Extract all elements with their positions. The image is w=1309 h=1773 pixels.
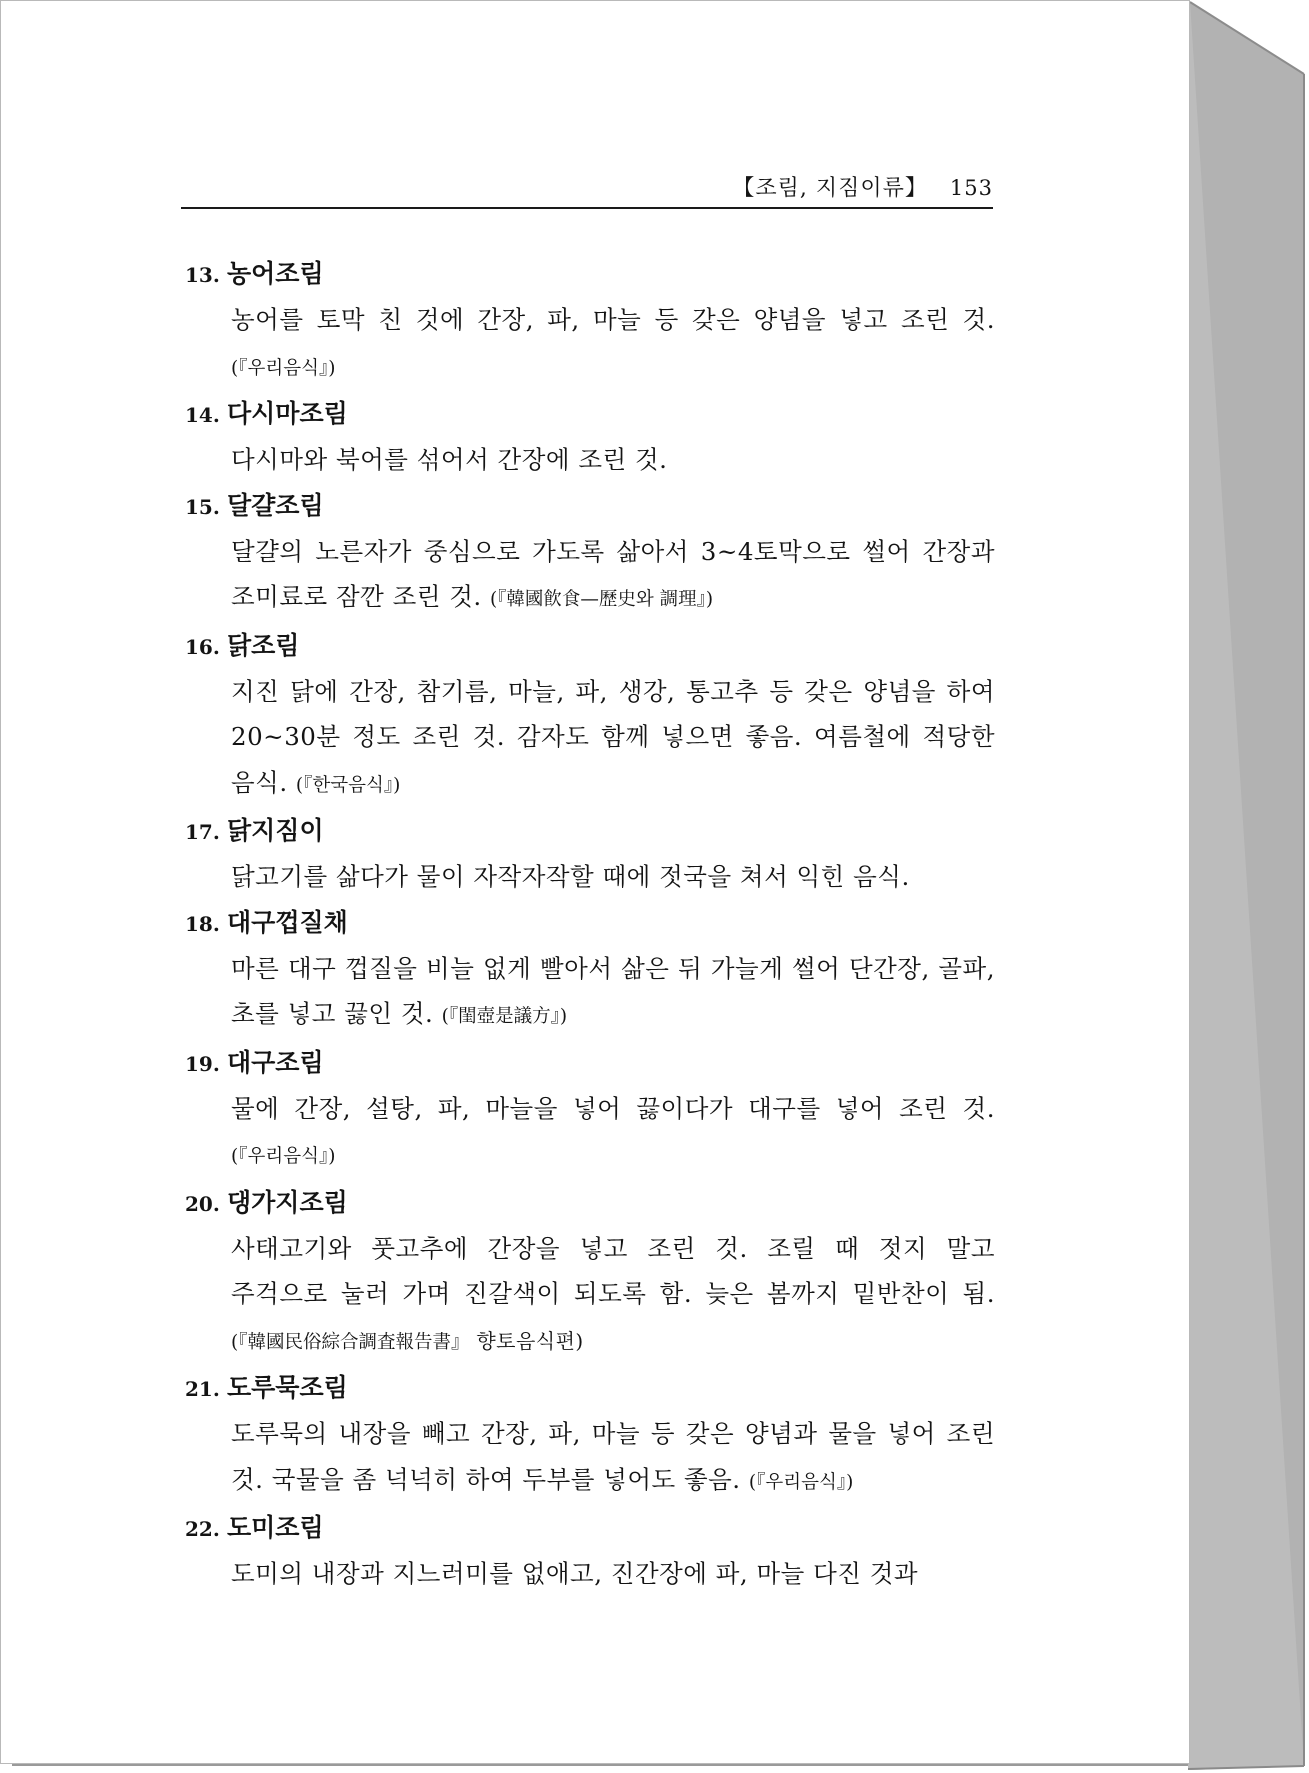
entry-source-note: 향토음식편) xyxy=(469,1328,584,1353)
recipe-entry xyxy=(185,1505,995,1597)
entry-source: (『우리음식』) xyxy=(231,1146,336,1167)
entry-text: 달걀의 노른자가 중심으로 가도록 삶아서 3~4토막으로 썰어 간장과 조미료로 잠깐 조린 것. xyxy=(231,536,995,611)
entry-title: 대구껍질채 xyxy=(227,907,348,937)
entry-text: 다시마와 북어를 섞어서 간장에 조린 것. xyxy=(231,445,668,474)
entry-title: 도미조림 xyxy=(227,1513,324,1542)
entry-number: 14. xyxy=(185,403,220,427)
entry-number: 19. xyxy=(185,1051,220,1076)
entry-title: 대구조림 xyxy=(227,1047,324,1077)
entry-description xyxy=(231,669,995,809)
entry-description xyxy=(231,437,995,483)
book-side-edge xyxy=(1188,0,1309,1773)
entry-number: 13. xyxy=(185,263,220,287)
entry-number: 16. xyxy=(185,634,220,659)
page-number: 153 xyxy=(949,176,993,200)
entry-source: (『우리음식』) xyxy=(231,357,336,379)
entry-heading xyxy=(185,808,995,854)
entry-heading xyxy=(185,1505,995,1551)
entry-description xyxy=(231,529,995,623)
entry-source: (『韓國飮食—歷史와 調理』) xyxy=(489,589,714,610)
recipe-entry xyxy=(185,483,995,623)
entry-source: (『한국음식』) xyxy=(295,774,401,796)
entry-text: 도미의 내장과 지느러미를 없애고, 진간장에 파, 마늘 다진 것과 xyxy=(231,1559,919,1588)
entry-title: 달걀조림 xyxy=(227,490,324,520)
entry-text: 마른 대구 껍질을 비늘 없게 빨아서 삶은 뒤 가늘게 썰어 단간장, 골파, 초를 넣고 끓인 것. xyxy=(231,953,995,1028)
entry-title: 닭조림 xyxy=(227,630,300,660)
entry-number: 18. xyxy=(185,911,220,936)
entry-description xyxy=(231,1086,995,1180)
entry-title: 농어조림 xyxy=(227,259,324,288)
entry-title: 도루묵조림 xyxy=(227,1373,348,1402)
entry-heading xyxy=(185,251,995,297)
entry-text: 농어를 토막 친 것에 간장, 파, 마늘 등 갖은 양념을 넣고 조린 것. xyxy=(231,305,995,334)
entry-number: 15. xyxy=(185,494,220,519)
entry-heading xyxy=(185,1365,995,1411)
entry-description xyxy=(231,1411,995,1505)
entry-source: (『우리음식』) xyxy=(748,1471,854,1493)
recipe-entry xyxy=(185,251,995,391)
entry-heading xyxy=(185,623,995,669)
section-title: 【조림, 지짐이류】 xyxy=(732,176,928,201)
entry-description xyxy=(231,1551,995,1597)
entry-text: 물에 간장, 설탕, 파, 마늘을 넣어 끓이다가 대구를 넣어 조린 것. xyxy=(231,1093,995,1123)
entry-heading xyxy=(185,1040,995,1086)
entry-description xyxy=(231,1226,995,1366)
entry-number: 21. xyxy=(185,1377,220,1401)
entry-number: 20. xyxy=(185,1191,220,1216)
entry-list xyxy=(185,251,995,1597)
recipe-entry xyxy=(185,1365,995,1505)
entry-text: 지진 닭에 간장, 참기름, 마늘, 파, 생강, 통고추 등 갖은 양념을 하여 20~30분 정도 조린 것. 감자도 함께 넣으면 좋음. 여름철에 적당한 음식. xyxy=(231,676,995,797)
entry-title: 댕가지조림 xyxy=(227,1187,348,1217)
entry-text: 도루묵의 내장을 빼고 간장, 파, 마늘 등 갖은 양념과 물을 넣어 조린 것. 국물을 좀 넉넉히 하여 두부를 넣어도 좋음. xyxy=(231,1419,995,1494)
entry-heading xyxy=(185,1180,995,1226)
entry-source: (『閨壺是議方』) xyxy=(441,1006,568,1027)
recipe-entry xyxy=(185,1040,995,1180)
recipe-entry xyxy=(185,391,995,483)
recipe-entry xyxy=(185,1180,995,1366)
recipe-entry xyxy=(185,900,995,1040)
running-header xyxy=(181,171,993,209)
entry-source: (『韓國民俗綜合調査報告書』 xyxy=(231,1331,470,1353)
recipe-entry xyxy=(185,808,995,900)
entry-heading xyxy=(185,900,995,946)
entry-heading xyxy=(185,391,995,437)
entry-description xyxy=(231,297,995,391)
entry-description xyxy=(231,946,995,1040)
entry-heading xyxy=(185,483,995,529)
entry-title: 다시마조림 xyxy=(227,399,348,428)
entry-text: 닭고기를 삶다가 물이 자작자작할 때에 젓국을 쳐서 익힌 음식. xyxy=(231,862,910,891)
entry-title: 닭지짐이 xyxy=(227,816,324,845)
entry-number: 17. xyxy=(185,820,220,844)
entry-description xyxy=(231,854,995,900)
entry-number: 22. xyxy=(185,1517,220,1541)
recipe-entry xyxy=(185,623,995,809)
entry-text: 사태고기와 풋고추에 간장을 넣고 조린 것. 조릴 때 젓지 말고 주걱으로 눌러 가며 진갈색이 되도록 함. 늦은 봄까지 밑반찬이 됨. xyxy=(231,1233,995,1308)
